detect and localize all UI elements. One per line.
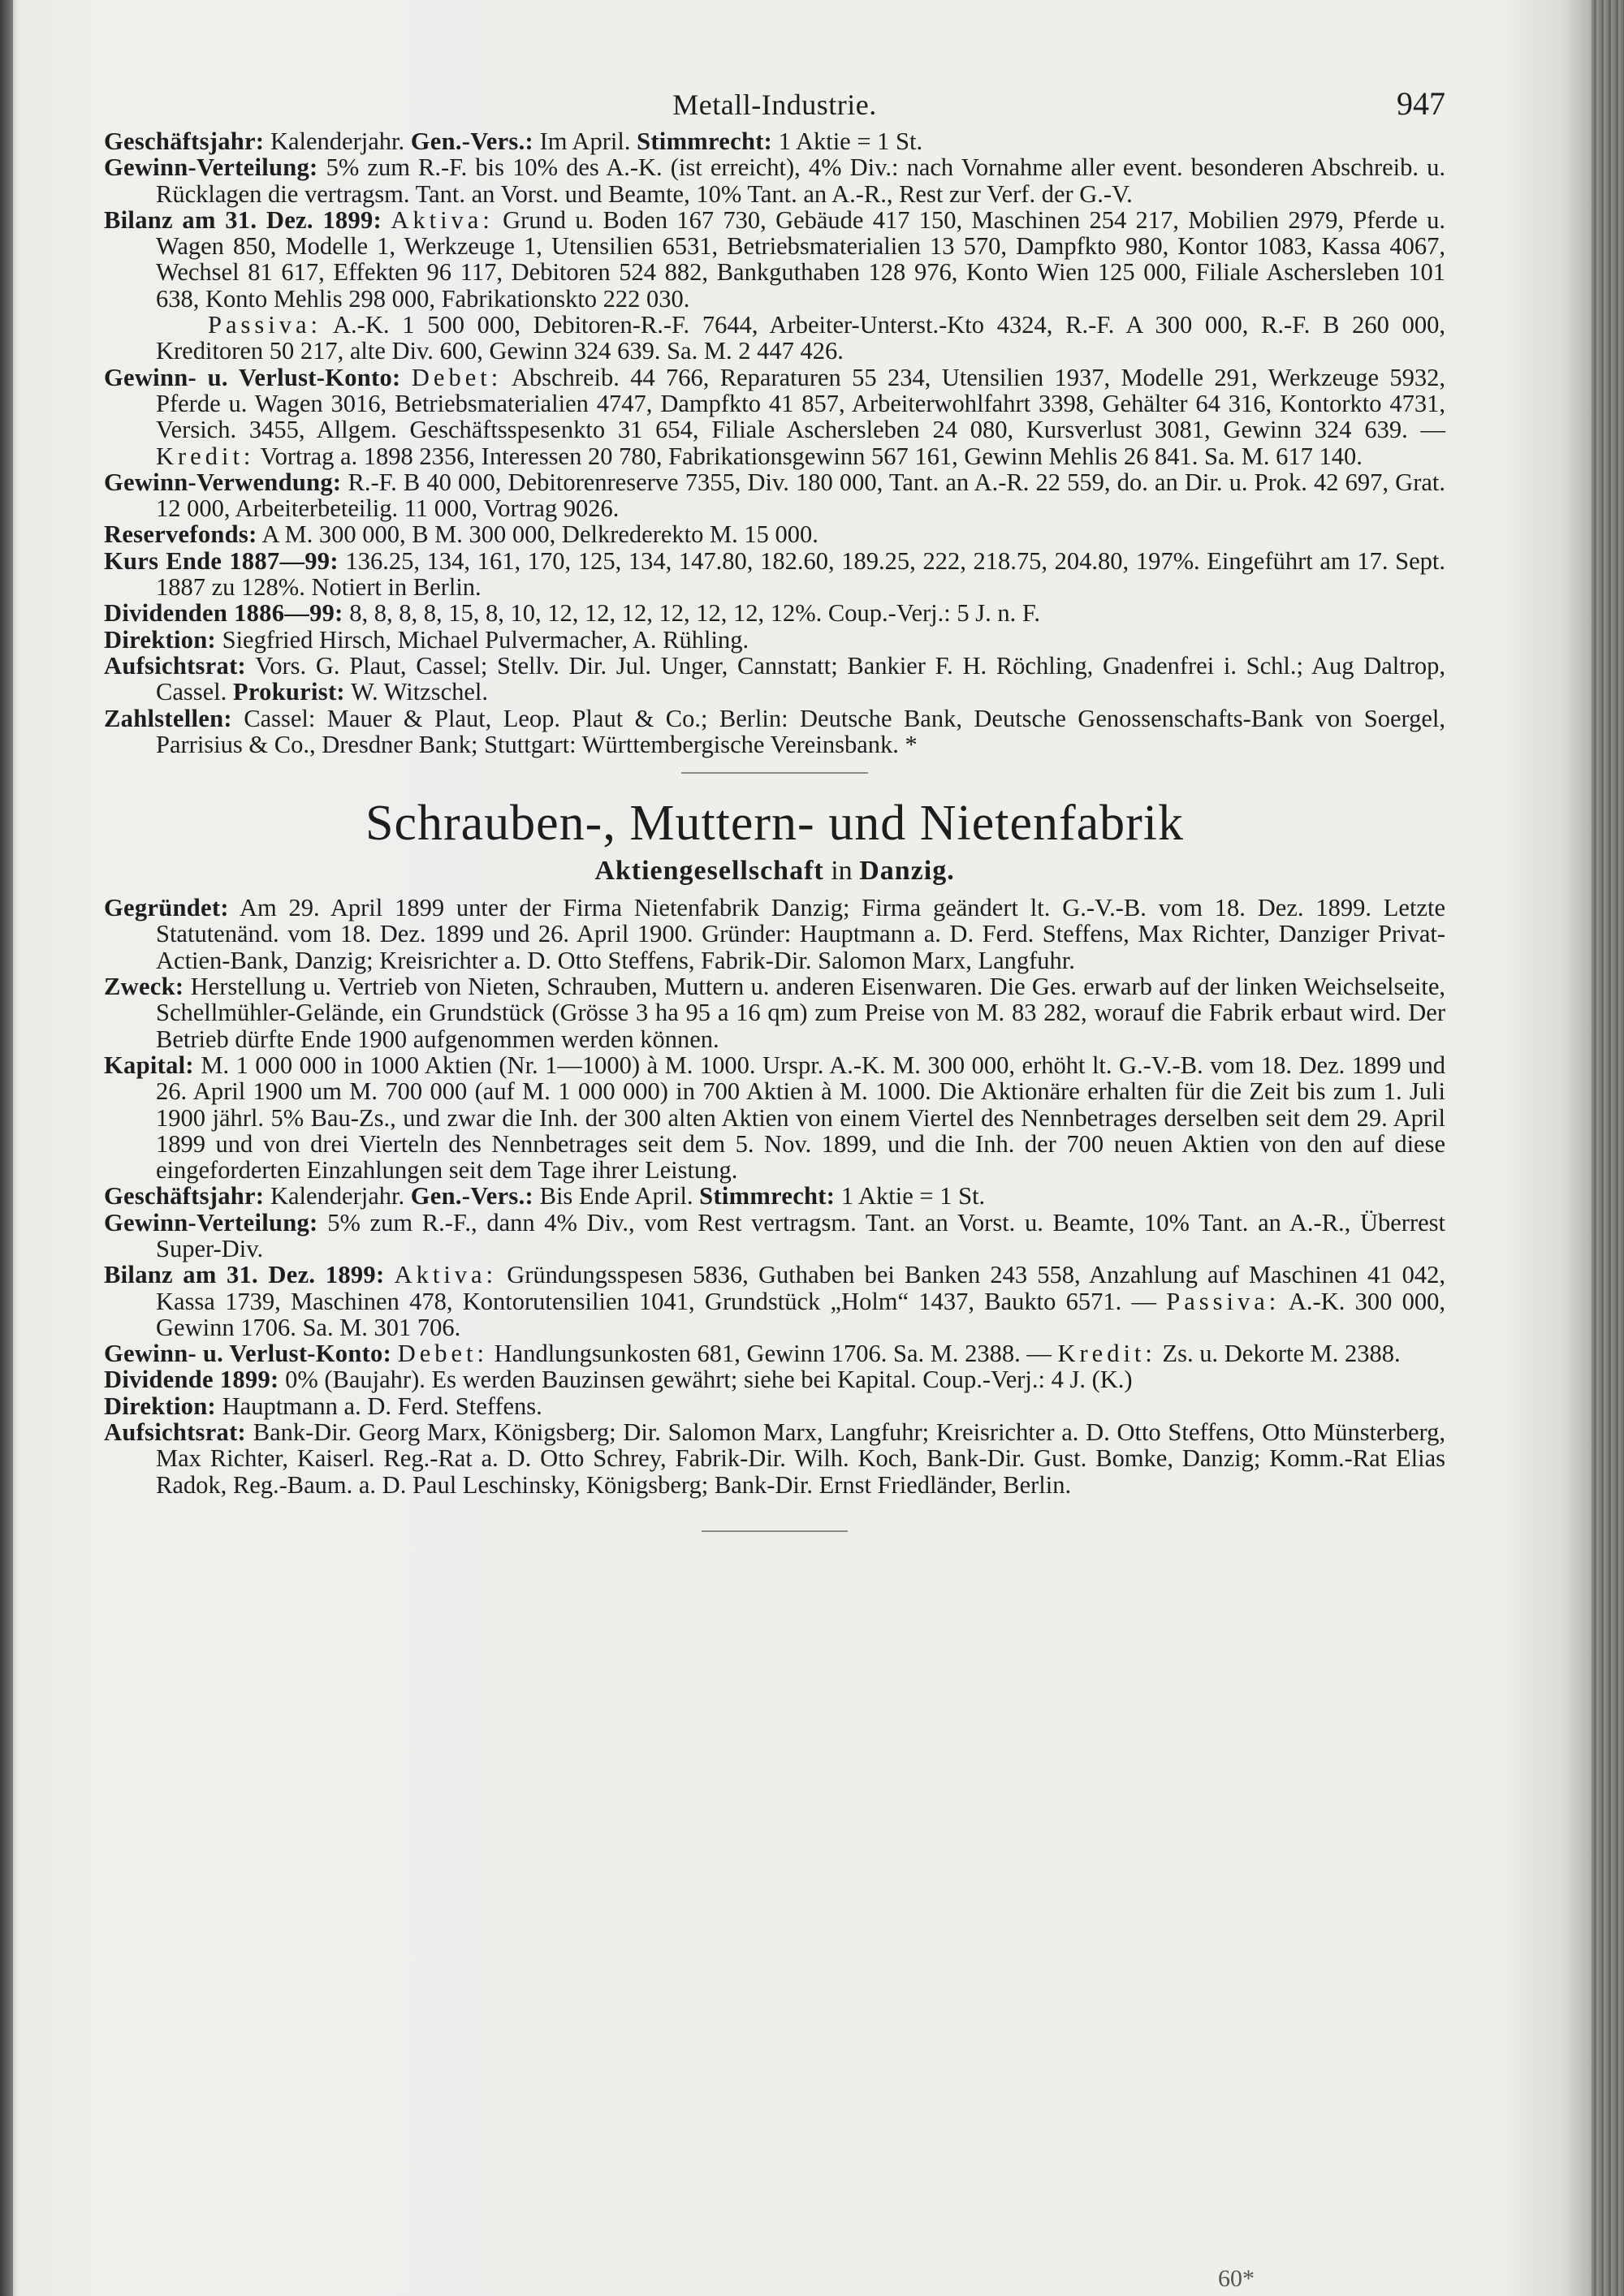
text: Grund u. Boden 167 730, Gebäude 417 150, Maschinen 254 217, Mobilien 2979, Pferde u. Wagen 850, Modelle 1, Werkzeuge 1, Utensilien 6531, Betriebsmaterialien 13 570, Dampfkto 980, Kontor 1083, Kassa 4067, Wechsel 81 617, Effekten 96 117, Debitoren 524 882, Bankguthaben 128 976, Konto Wien 125 000, Filiale Aschersleben 101 638, Konto Mehlis 298 000, Fabrikationskto 222 030. xyxy=(156,205,1445,313)
company-subtitle xyxy=(104,856,1445,887)
label: Gewinn-Verwendung: xyxy=(104,468,342,496)
label: Kapital: xyxy=(104,1051,194,1079)
kredit-word: Kredit: xyxy=(156,442,255,470)
sheet-signature: 60* xyxy=(1218,2265,1255,2292)
text: Bis Ende April. xyxy=(533,1182,700,1211)
text: Im April. xyxy=(533,127,637,155)
entry-direktion xyxy=(104,627,1445,653)
label: Gewinn- u. Verlust-Konto: xyxy=(104,363,401,391)
text: Kalenderjahr. xyxy=(264,127,411,155)
text: 8, 8, 8, 8, 15, 8, 10, 12, 12, 12, 12, 12, 12, 12%. Coup.-Verj.: 5 J. n. F. xyxy=(343,599,1040,628)
label: Prokurist: xyxy=(232,678,345,706)
text: Zs. u. Dekorte M. 2388. xyxy=(1155,1340,1401,1368)
running-title: Metall-Industrie. xyxy=(672,88,877,121)
label: Geschäftsjahr: xyxy=(104,1182,265,1211)
text: Gründungsspesen 5836, Guthaben bei Banken 243 558, Anzahlung auf Maschinen 41 042, Kassa 1739, Maschinen 478, Kontorutensilien 1041, Grundstück „Holm“ 1437, Baukto 6571. — xyxy=(156,1261,1446,1315)
text: Siegfried Hirsch, Michael Pulvermacher, A. Rühling. xyxy=(216,625,749,654)
company-name: Schrauben-, Muttern- und Nietenfabrik xyxy=(365,796,1185,852)
entry-zweck xyxy=(104,973,1445,1052)
text: Kalenderjahr. xyxy=(264,1182,411,1211)
text: 1 Aktie = 1 St. xyxy=(772,127,923,155)
page-content xyxy=(104,81,1445,1547)
text: Handlungsunkosten 681, Gewinn 1706. Sa. M. 2388. — xyxy=(488,1340,1058,1368)
text: 5% zum R.-F. bis 10% des A.-K. (ist erreicht), 4% Div.: nach Vornahme aller event. besonderen Abschreib. u. Rücklagen die vertragsm. Tant. an Vorst. und Beamte, 10% Tant. an A.-R., Rest zur Verf. der G.-V. xyxy=(156,153,1445,208)
label: Aufsichtsrat: xyxy=(104,651,247,680)
label: Stimmrecht: xyxy=(637,127,773,155)
label: Gen.-Vers.: xyxy=(410,127,533,155)
passiva-word: Passiva: xyxy=(1166,1287,1281,1315)
text: A M. 300 000, B M. 300 000, Delkrederekto M. 15 000. xyxy=(257,520,818,549)
text: Herstellung u. Vertrieb von Nieten, Schrauben, Muttern u. anderen Eisenwaren. Die Ges. erwarb auf der linken Weichselseite, Schellmühler-Gelände, ein Grundstück (Grösse 3 ha 95 a 16 qm) zum Preise von M. 83 282, worauf die Fabrik erbaut wird. Der Betrieb dürfte Ende 1900 aufgenommen werden können. xyxy=(156,973,1445,1053)
entry-kurs xyxy=(104,548,1445,601)
kredit-word: Kredit: xyxy=(1057,1340,1156,1368)
label: Geschäftsjahr: xyxy=(104,127,265,155)
passiva-word: Passiva: xyxy=(208,311,322,339)
text: Bank-Dir. Georg Marx, Königsberg; Dir. Salomon Marx, Langfuhr; Kreisrichter a. D. Otto Steffens, Otto Münsterberg, Max Richter, Kaiserl. Reg.-Rat a. D. Otto Schrey, Fabrik-Dir. Wilh. Koch, Bank-Dir. Gust. Bomke, Danzig; Komm.-Rat Elias Radok, Reg.-Baum. a. D. Paul Leschinsky, Königsberg; Bank-Dir. Ernst Friedländer, Berlin. xyxy=(156,1418,1445,1499)
entry-dividende xyxy=(104,1366,1445,1392)
label: Stimmrecht: xyxy=(699,1182,836,1211)
label: Gen.-Vers.: xyxy=(410,1182,533,1211)
entry-bilanz-2 xyxy=(104,1262,1445,1340)
entry-geschaeftsjahr-2 xyxy=(104,1183,1445,1209)
label: Bilanz am 31. Dez. 1899: xyxy=(104,1261,385,1289)
entry-aufsichtsrat xyxy=(104,653,1445,706)
text: W. Witzschel. xyxy=(344,678,488,706)
label: Gegründet: xyxy=(104,894,229,922)
entry-geschaeftsjahr xyxy=(104,128,1445,154)
entry-aufsichtsrat-2 xyxy=(104,1419,1445,1498)
entry-direktion-2 xyxy=(104,1393,1445,1419)
text: Hauptmann a. D. Ferd. Steffens. xyxy=(216,1392,542,1420)
label: Zahlstellen: xyxy=(104,704,232,732)
entry-gewinnverteilung xyxy=(104,154,1445,207)
book-binding-edge xyxy=(1592,0,1624,2296)
label: Direktion: xyxy=(104,625,216,654)
label: Dividenden 1886—99: xyxy=(104,599,343,628)
label: Bilanz am 31. Dez. 1899: xyxy=(104,205,382,234)
text: Vors. G. Plaut, Cassel; Stellv. Dir. Jul. Unger, Cannstatt; Bankier F. H. Röchling, Gnadenfrei i. Schl.; Aug Daltrop, Cassel. xyxy=(156,651,1445,706)
label: Gewinn- u. Verlust-Konto: xyxy=(104,1340,392,1368)
text: R.-F. B 40 000, Debitorenreserve 7355, Div. 180 000, Tant. an A.-R. 22 559, do. an Dir. u. Prok. 42 697, Grat. 12 000, Arbeiterbeteilig. 11 000, Vortrag 9026. xyxy=(156,468,1445,523)
subtitle-legal-form: Aktiengesellschaft xyxy=(594,856,824,887)
entry-zahlstellen xyxy=(104,706,1445,758)
text: 5% zum R.-F., dann 4% Div., vom Rest vertragsm. Tant. an Vorst. u. Beamte, 10% Tant. an A.-R., Überrest Super-Div. xyxy=(156,1208,1445,1262)
entry-bilanz-passiva xyxy=(104,312,1445,365)
text: A.-K. 300 000, Gewinn 1706. Sa. M. 301 706. xyxy=(156,1287,1445,1341)
label: Reservefonds: xyxy=(104,520,257,549)
subtitle-in: in xyxy=(823,856,860,887)
page-left-shadow xyxy=(0,0,13,2296)
page-number: 947 xyxy=(1397,85,1445,122)
label: Zweck: xyxy=(104,973,184,1001)
entry-dividenden xyxy=(104,600,1445,626)
text: Vortrag a. 1898 2356, Interessen 20 780, Fabrikationsgewinn 567 161, Gewinn Mehlis 26 841. Sa. M. 617 140. xyxy=(254,442,1363,470)
entry-kapital xyxy=(104,1052,1445,1183)
text: 136.25, 134, 161, 170, 125, 134, 147.80, 182.60, 189.25, 222, 218.75, 204.80, 197%. Eingeführt am 17. Sept. 1887 zu 128%. Notiert in Berlin. xyxy=(156,546,1445,602)
text: M. 1 000 000 in 1000 Aktien (Nr. 1—1000) à M. 1000. Urspr. A.-K. M. 300 000, erhöht lt. G.-V.-B. vom 18. Dez. 1899 und 26. April 1900 um M. 700 000 (auf M. 1 000 000) in 700 Aktien à M. 1000. Die Aktionäre erhalten für die Zeit bis zum 1. Juli 1900 jährl. 5% Bau-Zs., und zwar die Inh. der 300 alten Aktien von einem Viertel des Nennbetrages derselben seit dem 29. April 1899 und von drei Vierteln des Nennbetrages seit dem 5. Nov. 1899, und die Inh. der 700 neuen Aktien von den auf diese eingeforderten Einzahlungen seit dem Tage ihrer Leistung. xyxy=(156,1051,1445,1185)
entry-guv xyxy=(104,365,1445,469)
running-header xyxy=(104,81,1445,128)
end-divider xyxy=(702,1530,848,1532)
label: Gewinn-Verteilung: xyxy=(104,1208,318,1236)
text: 0% (Baujahr). Es werden Bauzinsen gewährt; siehe bei Kapital. Coup.-Verj.: 4 J. (K.) xyxy=(279,1366,1133,1394)
text: 1 Aktie = 1 St. xyxy=(835,1182,986,1211)
label: Aufsichtsrat: xyxy=(104,1418,247,1447)
text: Cassel: Mauer & Plaut, Leop. Plaut & Co.; Berlin: Deutsche Bank, Deutsche Genossenschafts-Bank von Soergel, Parrisius & Co., Dresdner Bank; Stuttgart: Württembergische Vereinsbank. * xyxy=(156,704,1445,758)
label: Kurs Ende 1887—99: xyxy=(104,546,339,575)
text: Abschreib. 44 766, Reparaturen 55 234, Utensilien 1937, Modelle 291, Werkzeuge 5932, Pferde u. Wagen 3016, Betriebsmaterialien 4747, Dampfkto 41 857, Arbeiterwohlfahrt 3398, Gehälter 64 316, Kontorkto 4731, Versich. 3455, Allgem. Geschäftsspesenkto 31 654, Filiale Aschersleben 24 080, Kursverlust 3081, Gewinn 324 639. — xyxy=(156,363,1445,444)
label: Gewinn-Verteilung: xyxy=(104,153,318,182)
text: A.-K. 1 500 000, Debitoren-R.-F. 7644, Arbeiter-Unterst.-Kto 4324, R.-F. A 300 000, R.-F. B 260 000, Kreditoren 50 217, alte Div. 600, Gewinn 324 639. Sa. M. 2 447 426. xyxy=(156,311,1445,365)
debet-word: Debet: xyxy=(411,363,503,391)
subtitle-city: Danzig. xyxy=(859,856,955,887)
entry-guv-2 xyxy=(104,1340,1445,1366)
aktiva-word: Aktiva: xyxy=(394,1261,498,1289)
entry-reservefonds xyxy=(104,521,1445,547)
entry-gewinnverteilung-2 xyxy=(104,1210,1445,1262)
debet-word: Debet: xyxy=(397,1340,488,1368)
label: Dividende 1899: xyxy=(104,1366,279,1394)
section-divider xyxy=(681,772,868,774)
text: Am 29. April 1899 unter der Firma Nietenfabrik Danzig; Firma geändert lt. G.-V.-B. vom 18. Dez. 1899. Letzte Statutenänd. vom 18. Dez. 1899 und 26. April 1900. Gründer: Hauptmann a. D. Ferd. Steffens, Max Richter, Danziger Privat-Actien-Bank, Danzig; Kreisrichter a. D. Otto Steffens, Fabrik-Dir. Salomon Marx, Langfuhr. xyxy=(156,894,1445,974)
label: Direktion: xyxy=(104,1392,216,1420)
aktiva-word: Aktiva: xyxy=(391,205,494,234)
entry-gegruendet xyxy=(104,895,1445,973)
entry-gewinnverwendung xyxy=(104,469,1445,522)
entry-bilanz xyxy=(104,207,1445,312)
